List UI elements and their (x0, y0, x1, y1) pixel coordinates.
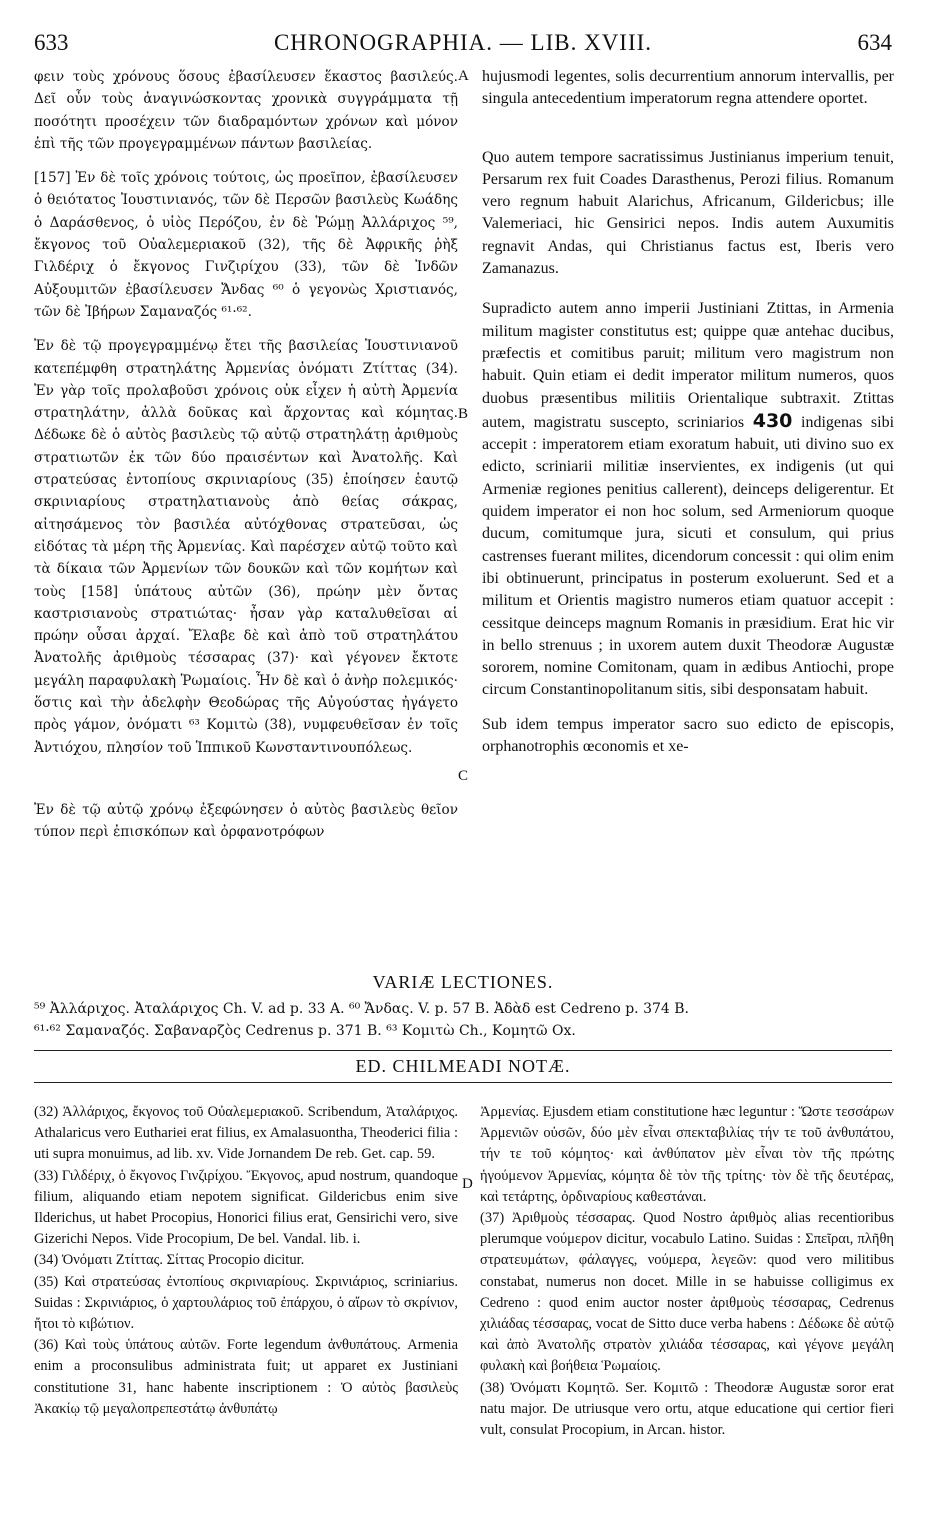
latin-column (482, 66, 894, 758)
latin-paragraph (482, 298, 894, 701)
marginal-number: 430 (752, 409, 793, 432)
greek-column (34, 66, 458, 844)
divider (34, 1082, 892, 1083)
latin-text: indigenas sibi accepit : imperatorem etiam exoratum habuit, uti divino suo ex edicto, scriniarii militiæ inservientes, ex indigenis (ut qui Armeniæ regiones penitius callerent), deinceps deligerentur. Et quidem imperator ei non hoc solum, sed Armeniorum quoque ducum, comitumque jura, sicuti et consulum, qui prius castrenses fuerant milites, dicendorum concessit : qui olim enim ibi obtinuerunt, principatus in posterum exoluerunt. Sed et a militum et Orientis magistro numeros etiam quatuor accepit : cessitque deinceps magnum Romanis in præsidium. Erat hic vir in bello strenuus ; in uxorem autem duxit Theodoræ Augustæ sororem, nomine Comitonam, quam in ædibus Antiochi, prope circum Constantinopolitanum sitis, sibi desponsatam habuit. (482, 413, 895, 699)
variant-line: ⁶¹·⁶² Σαμαναζός. Σαβαναρζὸς Cedrenus p. 371 B. ⁶³ Κομιτὼ Ch., Κομητῶ Ox. (34, 1023, 576, 1039)
note: (32) Ἀλλάριχος, ἔκγονος τοῦ Οὐαλεμεριακοῦ. Scribendum, Ἀταλάριχος. Athalaricus vero Euthariei erat filius, ex Amalasuontha, Theoderici filia : uti supra monuimus, ad lib. xv. Vide Jornandem De reb. Get. cap. 59. (34, 1104, 458, 1163)
greek-paragraph: Ἐν δὲ τῷ αὐτῷ χρόνῳ ἐξεφώνησεν ὁ αὐτὸς βασιλεὺς θεῖον τύπον περὶ ἐπισκόπων καὶ ὀρφανοτρόφων (34, 801, 458, 841)
note: Ἀρμενίας. Ejusdem etiam constitutione hæc leguntur : Ὥστε τεσσάρων Ἀρμενιῶν οὐσῶν, δύο μὲν εἶναι σπεκταβιλίας τήν τε τοῦ ἀνθυπάτου, τήν τε τοῦ κόμητος· καὶ ἀνθύπατον μὲν εἶναι τὸν τῆς πρώτης ἡγούμενον Ἀρμενίας, κόμητα δὲ τὸν τῆς τρίτης· τὸν δὲ τῆς δευτέρας, καὶ τετάρτης, ὀρδιναρίους καθεστάναι. (480, 1104, 894, 1205)
note: (34) Ὀνόματι Ζτίττας. Σίττας Procopio dicitur. (34, 1252, 305, 1269)
latin-paragraph: hujusmodi legentes, solis decurrentium annorum intervallis, per singula antecedentium imperatorum regna attendere oportet. (482, 68, 894, 108)
margin-letter: A (458, 68, 469, 84)
latin-paragraph: Sub idem tempus imperator sacro suo edicto de episcopis, orphanotrophis œconomis et xe- (482, 715, 894, 756)
divider (34, 1050, 892, 1051)
variant-line: ⁵⁹ Ἀλλάριχος. Ἀταλάριχος Ch. V. ad p. 33 A. ⁶⁰ Ἄνδας. V. p. 57 B. Ἀδὰδ est Cedreno p. 374 B. (34, 1001, 689, 1017)
greek-paragraph: φειν τοὺς χρόνους ὅσους ἐβασίλευσεν ἕκαστος βασιλεύς. Δεῖ οὖν τοὺς ἀναγινώσκοντας χρονικὰ συγγράμματα τῇ ποσότητι προσέχειν τῶν διαδραμόντων χρόνων καὶ μόνον ἐπὶ τῆς τῶν προγεγραμμένων πάντων βασιλείας. (34, 69, 458, 152)
note: (37) Ἀριθμοὺς τέσσαρας. Quod Nostro ἀριθμὸς alias recentioribus plerumque νούμερον dicitur, vocabulo Latino. Suidas : Σπεῖραι, πλῆθη στρατευμάτων, φάλαγγες, νούμερα, λεγεῶν: quod vero militibus constabat, numerus non docet. Mille in se habuisse colligimus ex Cedreno : quod enim auctor noster ἀριθμοὺς τέσσαρας, Cedrenus χιλιάδας τέσσαρας, vocat de Sitto duce verba habens : Δέδωκε δὲ αὐτῷ καὶ ἀπὸ Ἀνατολῆς στρατὸν χιλιάδα τέσσαρας, καὶ γέγονε μεγάλη φυλακὴ καὶ βοήθεια Ῥωμαίοις. (480, 1210, 894, 1375)
margin-letter: C (458, 768, 469, 784)
greek-paragraph: Ἐν δὲ τῷ προγεγραμμένῳ ἔτει τῆς βασιλείας Ἰουστινιανοῦ κατεπέμφθη στρατηλάτης Ἀρμενίας ὀνόματι Ζτίττας (34). Ἐν γὰρ τοῖς προλαβοῦσι χρόνοις οὐκ εἶχεν ἡ αὐτὴ Ἀρμενία στρατηλάτην, ἀλλὰ δοῦκας καὶ ἄρχοντας καὶ κόμητας. Δέδωκε δὲ ὁ αὐτὸς βασιλεὺς τῷ αὐτῷ στρατηλάτῃ ἀριθμοὺς στρατιωτῶν ἐκ τῶν δύο πραισέντων καὶ Ἀνατολῆς. Καὶ στρατεύσας ἐντοπίους σκρινιαρίους (35) ἐποίησεν ἑαυτῷ σκρινιαρίους στρατηλατιανοὺς ἀπὸ θείας σάκρας, αἰτησάμενος τὸν βασιλέα αὐτόχθονας στρατεῦσαι, ὡς εἰδότας τὰ μέρη τῆς Ἀρμενίας. Καὶ παρέσχεν αὐτῷ τοῦτο καὶ τὰ δίκαια τῶν Ἀρμενίων τῶν δουκῶν καὶ τῶν κομήτων καὶ τοὺς [158] ὑπάτους αὐτῶν (36), πρώην μὲν ὄντας καστρισιανοὺς στρατιώτας· ἦσαν γὰρ καταλυθεῖσαι αἱ πρώην οὖσαι ἀρχαί. Ἔλαβε δὲ καὶ ἀπὸ τοῦ στρατηλάτου Ἀνατολῆς ἀριθμοὺς τέσσαρας (37)· καὶ γέγονεν ἔκτοτε μεγάλη παραφυλακὴ Ῥωμαίοις. Ἦν δὲ καὶ ὁ ἀνὴρ πολεμικός· ὅστις καὶ τὴν ἀδελφὴν Θεοδώρας τῆς Αὐγούστας ἠγάγετο πρὸς γάμον, ὀνόματι ⁶³ Κομιτὼ (38), νυμφευθεῖσαν ἐν τοῖς Ἀντιόχου, πλησίον τοῦ Ἱππικοῦ Κωνσταντινουπόλεως. (34, 338, 458, 756)
notes-left-column (34, 1102, 458, 1420)
notes-title: ED. CHILMEADI NOTÆ. (355, 1056, 571, 1076)
note: (36) Καὶ τοὺς ὑπάτους αὐτῶν. Forte legendum ἀνθυπάτους. Armenia enim a proconsulibus administrata fuit; ut apparet ex Justiniani constitutione 31, hanc habente inscriptionem : Ὁ αὐτὸς βασιλεὺς Ἀκακίῳ τῷ μεγαλοπρεπεστάτῳ ἀνθυπάτῳ (34, 1337, 458, 1417)
notes-right-column (480, 1102, 894, 1441)
variae-lectiones (34, 998, 892, 1042)
note: (35) Καὶ στρατεύσας ἐντοπίους σκρινιαρίους. Σκρινιάριος, scriniarius. Suidas : Σκρινιάριος, ὁ χαρτουλάριος τοῦ ἐπάρχου, ὁ αἴρων τὸ σκρίνιον, ἤτοι τὸ κιβώτιον. (34, 1273, 458, 1333)
note: (33) Γιλδέριχ, ὁ ἔκγονος Γινζιρίχου. Ἔκγονος, apud nostrum, quandoque filium, aliquando etiam nepotem significat. Gildericbus enim sive Ilderichus, ut habet Procopius, Honorici filius erat, Gensirichi vero, sive Gizerichi Nepos. Vide Procopium, De bel. Vandal. lib. i. (34, 1167, 458, 1248)
page-header (34, 30, 892, 60)
latin-paragraph: Quo autem tempore sacratissimus Justinianus imperium tenuit, Persarum rex fuit Coades Darasthenus, Perozi filius. Romanum vero regnum habuit Alarichus, Africanum, Gildericbus; ille Valemeriaci, hic Gensirici nepos. Indis autem Auxumitis regnavit Andas, qui Christianus factus est, Iberis vero Zamanazus. (482, 148, 894, 278)
latin-text: Supradicto autem anno imperii Justiniani Ztittas, in Armenia militum magister constitutus est; quippe quæ antehac ducibus, præfectis et comitibus paruit; militum vero magistrum non habuit. Quin etiam ei dedit imperator militum numeros, quos duobus præsentibus militiis Orientalique subtraxit. Ztittas autem, magistratu suscepto, scriniarios (482, 300, 894, 431)
greek-paragraph: [157] Ἐν δὲ τοῖς χρόνοις τούτοις, ὡς προεῖπον, ἐβασίλευσεν ὁ θειότατος Ἰουστινιανός, τῶν δὲ Περσῶν βασιλεὺς Κωάδης ὁ Δαράσθενος, ὁ υἱὸς Περόζου, ἐν δὲ Ῥώμῃ Ἀλλάριχος ⁵⁹, ἔκγονος τοῦ Οὐαλεμεριακοῦ (32), τῆς δὲ Ἀφρικῆς ῥὴξ Γιλδέριχ ὁ ἔκγονος Γινζιρίχου (33), τῶν δὲ Ἰνδῶν Αὐξουμιτῶν ἐβασίλευσεν Ἄνδας ⁶⁰ ὁ γεγονὼς Χριστιανός, τῶν δὲ Ἰβήρων Σαμαναζός ⁶¹·⁶². (34, 170, 458, 320)
running-title: CHRONOGRAPHIA. — LIB. XVIII. (273, 30, 653, 55)
page-number-right: 634 (857, 30, 892, 55)
variae-title: VARIÆ LECTIONES. (372, 972, 554, 992)
page-number-left: 633 (34, 30, 69, 55)
note: (38) Ὀνόματι Κομητῶ. Ser. Κομιτῶ : Theodoræ Augustæ soror erat natu major. De utriusque vero ortu, atque educatione qui certior fieri vult, consulat Procopium, in Arcan. histor. (480, 1379, 894, 1439)
margin-letter: D (462, 1176, 473, 1192)
margin-letter: B (458, 406, 469, 422)
